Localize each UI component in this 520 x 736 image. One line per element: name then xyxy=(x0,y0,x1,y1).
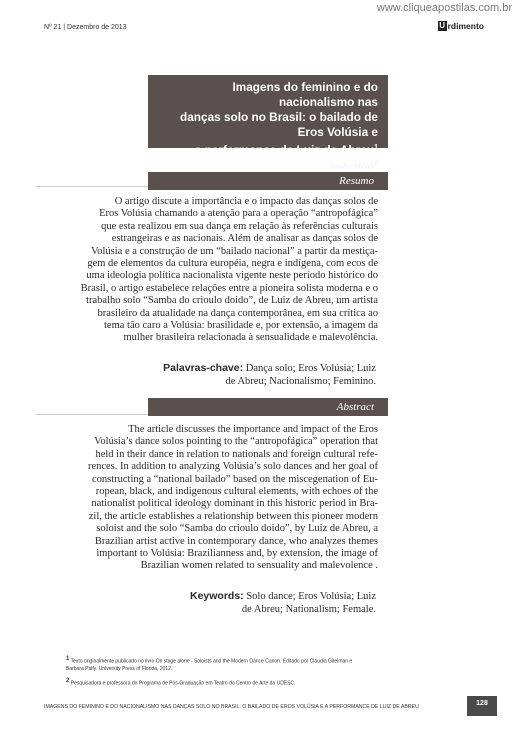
abstract-line: soloist and the solo “Samba do crioulo doido”, by Luiz de Abreu, a xyxy=(96,523,378,535)
resumo-line: tema tão caro a Volúsia: brasilidade e, por extensão, a imagem da xyxy=(104,320,378,332)
article-title-line-1: Imagens do feminino e do nacionalismo nas xyxy=(232,80,378,109)
title-footnote-ref[interactable]: 1 xyxy=(374,144,378,151)
resumo-line: brasileiro da atualidade na dança contemporânea, em sua crítica ao xyxy=(97,307,378,319)
running-footer: IMAGENS DO FEMININO E DO NACIONALISMO NAS DANÇAS SOLO NO BRASIL: O BAILADO DE EROS VOLÚSIA E A PERFORMANCE DE LUIZ DE ABREU xyxy=(44,704,419,710)
resumo-heading: Resumo xyxy=(148,172,388,190)
author-name-text: Sandra Meyer xyxy=(328,161,375,171)
footnote-2-text: Pesquisadora e professora do Programa de Pós-Graduação em Teatro do Centro de Arte da UDESC. xyxy=(70,680,296,687)
abstract-body xyxy=(36,424,388,573)
resumo-line: uma ideologia política nacionalista vigente neste período histórico do xyxy=(86,270,378,282)
article-title-line-3-text: a performance de Luiz de Abreu xyxy=(194,142,375,157)
footnote-1-number: 1 xyxy=(66,656,70,662)
journal-logo xyxy=(438,21,484,31)
issue-info: Nº 21 | Dezembro de 2013 xyxy=(44,24,127,31)
resumo-line: Eros Volúsia chamando a atenção para a operação “antropofágica” xyxy=(99,208,378,220)
abstract-heading: Abstract xyxy=(148,398,388,416)
abstract-line: nationalist political ideology dominant in this historic period in Bra- xyxy=(91,498,378,510)
footnote-1-text: Texto originalmente publicado no livro On stage alone - Soloists and the Modern Dance Canon. Editado por Claudia Gitelman e Barbara Palfy. University Press of Florida, 2012. xyxy=(66,658,353,672)
abstract-line: important to Volúsia: Brazilianness and, by extension, the image of xyxy=(96,548,378,560)
journal-logo-text: rdimento xyxy=(447,21,484,31)
article-title-box xyxy=(148,75,388,171)
abstract-line: held in their dance in relation to nationals and foreign cultural refe- xyxy=(95,448,378,460)
abstract-keywords-text-2: de Abreu; Nationalism; Female. xyxy=(241,604,376,615)
resumo-keywords-line-1 xyxy=(148,362,376,375)
resumo-line: que esta realizou em sua dança em relação às referências culturais xyxy=(101,220,378,232)
abstract-keywords xyxy=(148,590,376,616)
resumo-keywords-label: Palavras-chave: xyxy=(163,362,244,374)
resumo-keywords-text-2: de Abreu; Nacionalismo; Feminino. xyxy=(225,376,376,387)
abstract-line: Brazilian women related to sensuality and malevolence . xyxy=(140,560,378,572)
resumo-line: Brasil, o artigo estabelece relações entre a pioneira solista moderna e o xyxy=(80,282,378,294)
abstract-keywords-line-1 xyxy=(148,590,376,603)
abstract-line: Brazilian artist active in contemporary dance, who analyzes themes xyxy=(94,535,378,547)
abstract-keywords-text-1: Solo dance; Eros Volúsia; Luiz xyxy=(246,591,376,602)
watermark-url: www.cliqueapostilas.com.br xyxy=(376,2,512,14)
abstract-line: The article discusses the importance and impact of the Eros xyxy=(128,424,378,435)
resumo-keywords-text-1: Dança solo; Eros Volúsia; Luiz xyxy=(245,363,376,374)
abstract-line: ropean, black, and indigenous cultural elements, with echoes of the xyxy=(95,486,378,498)
author-footnote-ref[interactable]: 2 xyxy=(374,158,378,167)
footnote-1 xyxy=(66,656,366,673)
footnote-2-number: 2 xyxy=(66,677,70,684)
abstract-line: constructing a “national bailado” based on the miscegenation of Eu- xyxy=(91,473,378,485)
resumo-line: O artigo discute a importância e o impacto das danças solos de xyxy=(114,196,378,207)
resumo-line: mulher brasileira relacionada à sensualidade e malevolência. xyxy=(123,332,378,344)
article-title-line-2: danças solo no Brasil: o bailado de Eros Volúsia e xyxy=(180,110,378,139)
resumo-line: gem de elementos da cultura européia, negra e indígena, com ecos de xyxy=(87,258,378,270)
journal-logo-mark: U xyxy=(439,21,446,30)
abstract-line: rences. In addition to analyzing Volúsia’s solo dances and her goal of xyxy=(87,461,378,473)
resumo-body xyxy=(36,196,388,345)
footnote-2 xyxy=(66,678,366,688)
resumo-line: trabalho solo “Samba do crioulo doido”, de Luiz de Abreu, um artista xyxy=(86,295,378,307)
footnotes xyxy=(66,656,366,692)
resumo-line: Volúsia e a construção de um “bailado nacional” a partir da mestiça- xyxy=(91,245,378,257)
resumo-keywords xyxy=(148,362,376,388)
article-title-line-3 xyxy=(158,140,378,158)
resumo-line: estrangeiras e as nacionais. Além de analisar as danças solos de xyxy=(111,233,378,245)
page-number: 128 xyxy=(467,696,497,716)
abstract-line: Volúsia’s dance solos pointing to the “antropofágica” operation that xyxy=(94,436,378,448)
author-name xyxy=(158,159,378,171)
abstract-line: zil, the article establishes a relationship between this pioneer modern xyxy=(88,510,378,522)
abstract-keywords-label: Keywords: xyxy=(190,590,244,602)
